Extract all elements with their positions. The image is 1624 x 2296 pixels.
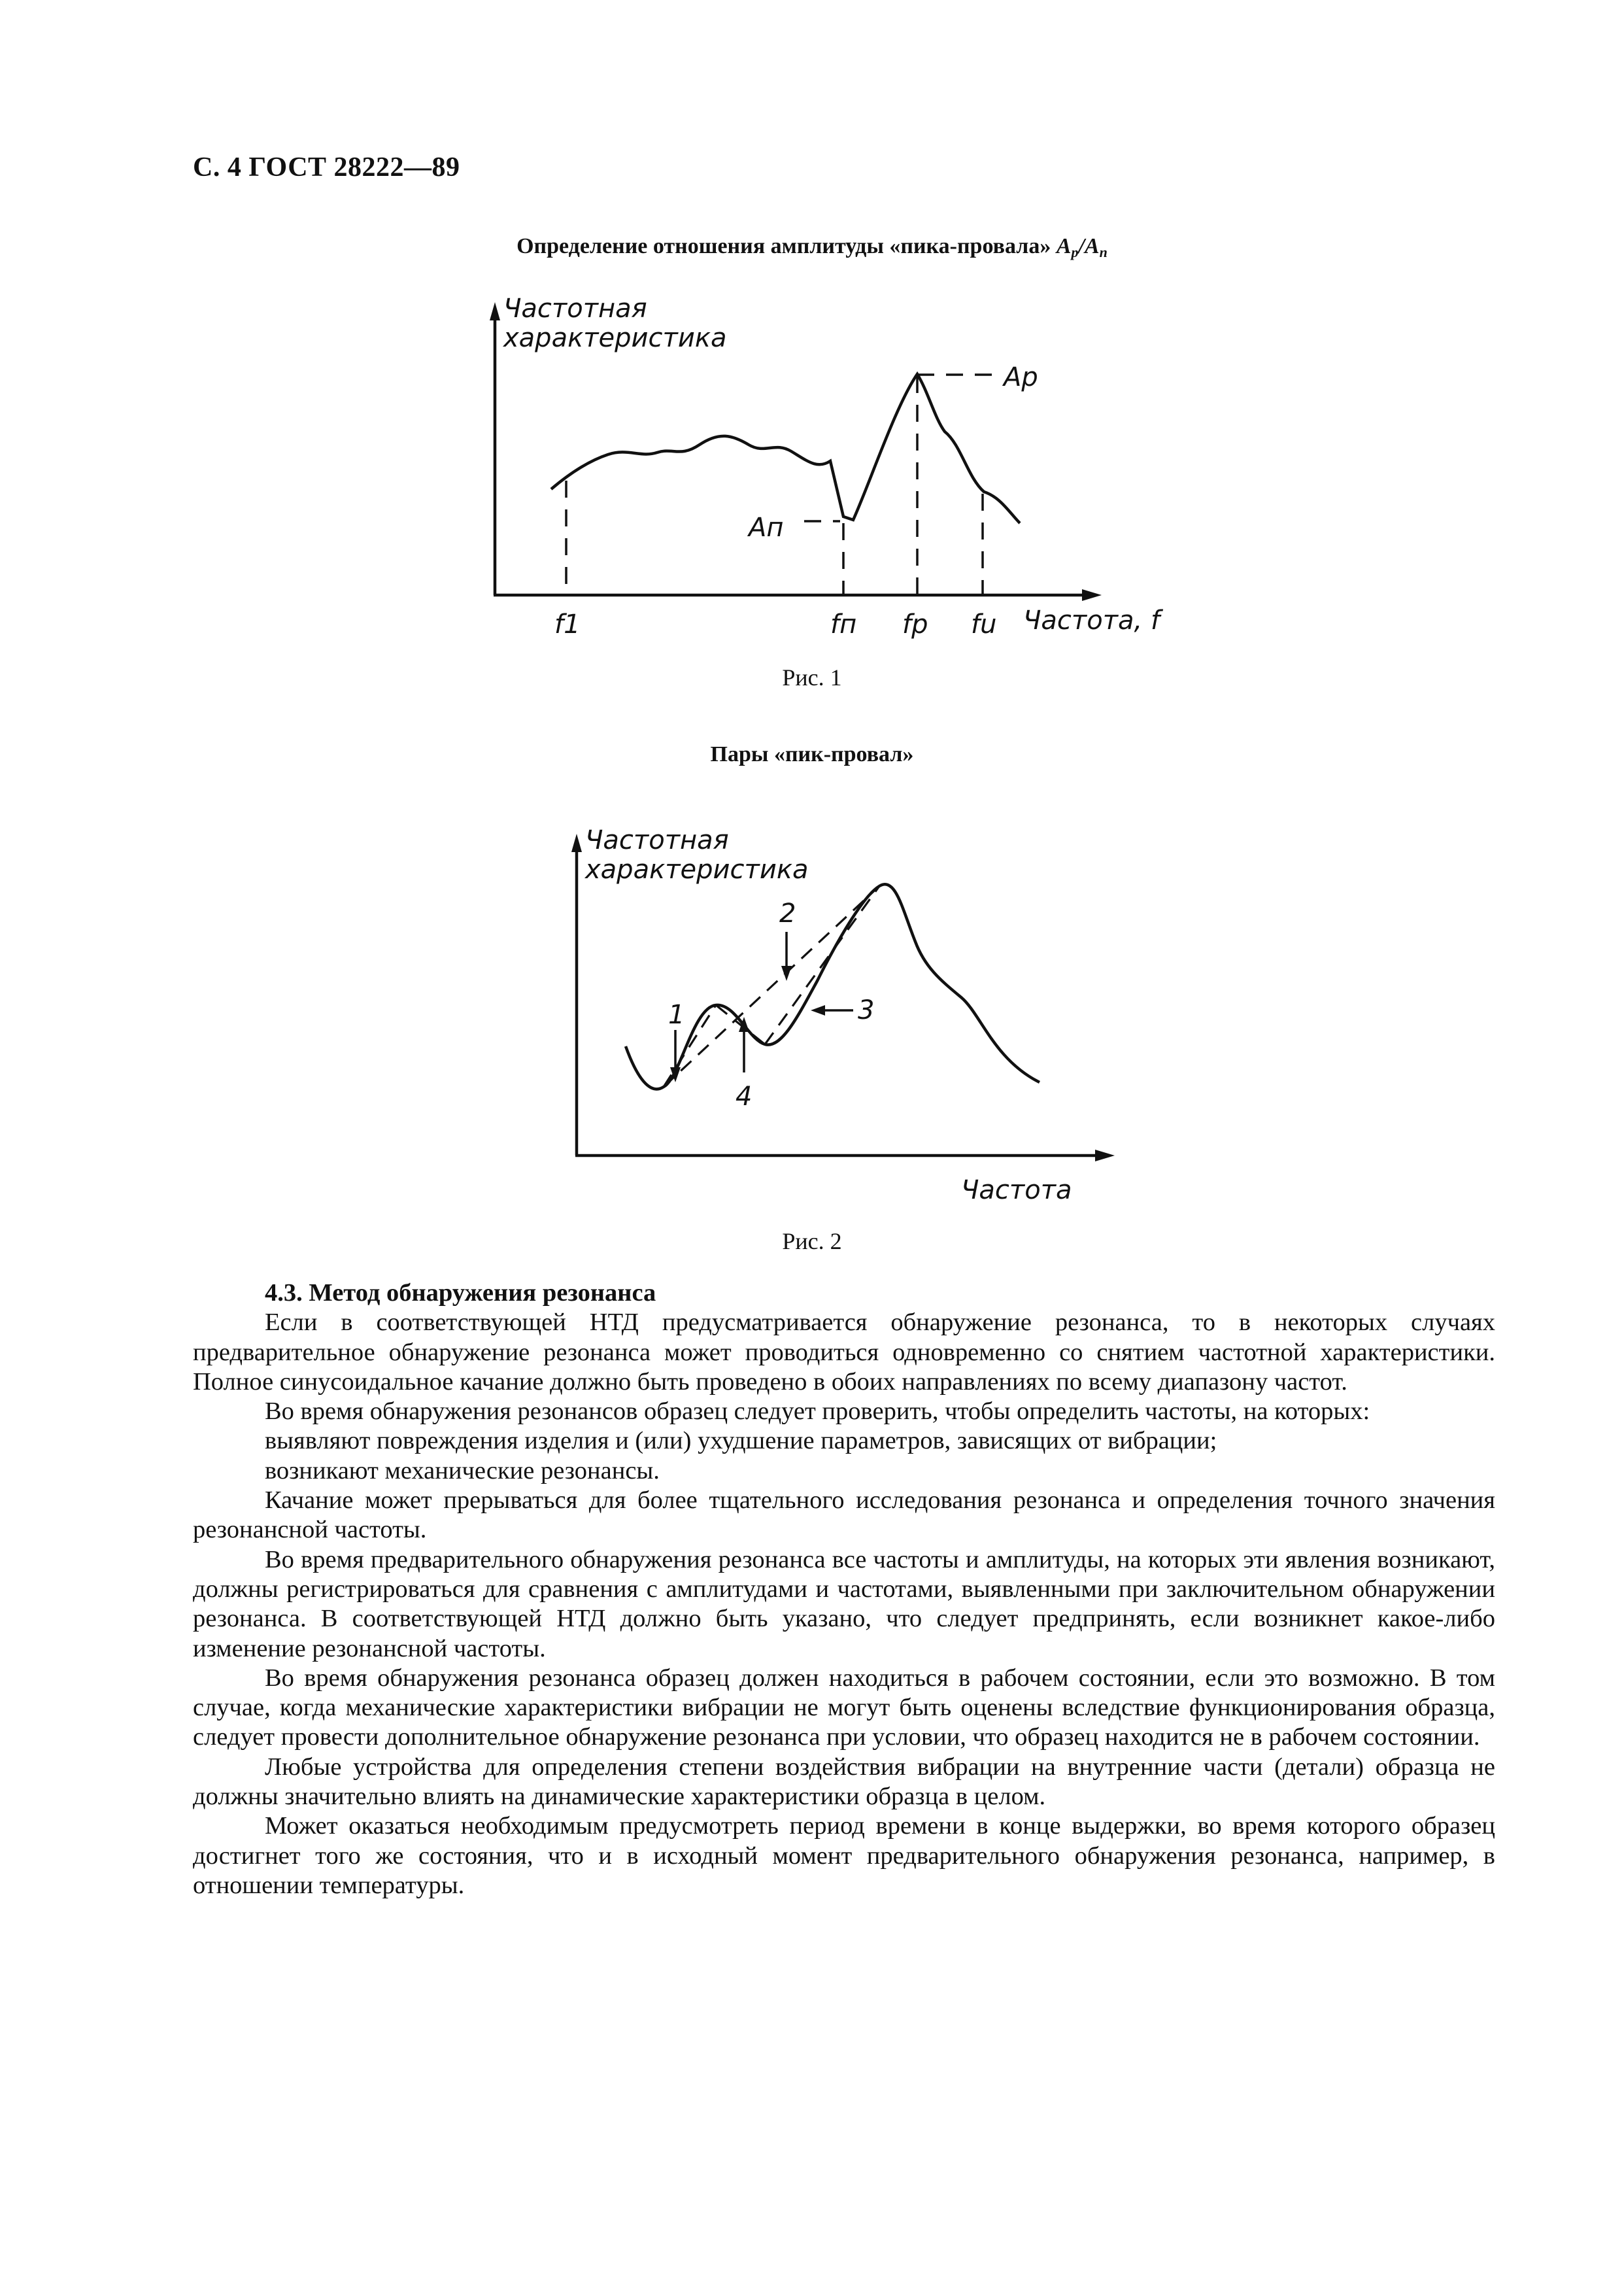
- figure1-x-label: Частота, f: [1023, 606, 1160, 636]
- figure1-label-fu: fu: [971, 609, 997, 640]
- paragraph: Любые устройства для определения степени воздействия вибрации на внутренние части (детали) образца не должны значительно влиять на динамические характеристики образца в целом.: [193, 1753, 1495, 1811]
- figure1-label-ap: Ap: [1004, 362, 1038, 392]
- figure1-label-f1: f1: [554, 609, 581, 640]
- symbol-a: A: [1084, 234, 1100, 258]
- figure1-caption: Рис. 1: [782, 664, 842, 691]
- paragraph: выявляют повреждения изделия и (или) ухудшение параметров, зависящих от вибрации;: [265, 1427, 1217, 1455]
- paragraph: Может оказаться необходимым предусмотреть период времени в конце выдержки, во время которого образец достигнет того же состояния, что и в исходный момент предварительного обнаружения резонанса, например, в отношении температуры.: [193, 1812, 1495, 1899]
- paragraph: Во время обнаружения резонансов образец следует проверить, чтобы определить частоты, на которых:: [265, 1397, 1370, 1426]
- figure1-y-label-line2: характеристика: [503, 323, 727, 353]
- figure2-curve: [626, 884, 1040, 1089]
- figure2-y-label-line1: Частотная: [585, 825, 729, 855]
- figure2-x-label: Частота: [961, 1175, 1072, 1205]
- figure1-label-fp: fp: [902, 609, 928, 640]
- figure1-y-label-line1: Частотная: [503, 294, 647, 324]
- paragraph: возникают механические резонансы.: [265, 1456, 660, 1484]
- sub-n: п: [1099, 244, 1108, 260]
- figure1-label-an: Aп: [749, 513, 784, 543]
- page-header: С. 4 ГОСТ 28222—89: [193, 152, 460, 182]
- figure2-title: Пары «пик-провал»: [710, 742, 914, 766]
- section-heading: 4.3. Метод обнаружения резонанса: [265, 1279, 656, 1307]
- figure2-marker-4: 4: [736, 1082, 753, 1112]
- paragraph: Если в соответствующей НТД предусматривается обнаружение резонанса, то в некоторых случаях предварительное обнаружение резонанса может проводиться одновременно со снятием частотной характеристики. Полное синусоидальное качание должно быть проведено в обоих направлениях по всему диапазону частот.: [193, 1309, 1495, 1396]
- figure1-label-fn: fп: [830, 609, 857, 640]
- figure2-x-arrow: [1095, 1150, 1115, 1161]
- symbol-a: A: [1056, 234, 1072, 258]
- figure2-marker-3: 3: [858, 995, 875, 1025]
- figure2-dash-pair-2: [664, 886, 879, 1087]
- paragraph: Во время предварительного обнаружения резонанса все частоты и амплитуды, на которых эти явления возникают, должны регистрироваться для сравнения с амплитудами и частотами, выявленными при заключительном обнаружении резонанса. В соответствующей НТД должно быть указано, что следует предпринять, если возникнет какое-либо изменение резонансной частоты.: [193, 1545, 1495, 1662]
- figure2-y-arrow: [571, 834, 582, 852]
- figure2-caption: Рис. 2: [782, 1228, 842, 1254]
- figure1-y-arrow: [490, 302, 500, 320]
- sub-p: p: [1071, 244, 1079, 260]
- slash: /: [1078, 234, 1085, 258]
- figure1-curve: [551, 374, 1020, 523]
- figure2-diagram: [0, 719, 1624, 1242]
- figure2-dash-pair-4: [716, 1005, 765, 1044]
- paragraph: Во время обнаружения резонанса образец должен находиться в рабочем состоянии, если это возможно. В том случае, когда механические характеристики вибрации не могут быть оценены вследствие функционирования образца, следует провести дополнительное обнаружение резонанса при условии, что образец находится не в рабочем состоянии.: [193, 1664, 1495, 1751]
- paragraph: Качание может прерываться для более тщательного исследования резонанса и определения точного значения резонансной частоты.: [193, 1486, 1495, 1544]
- figure2-y-label-line2: характеристика: [585, 855, 809, 885]
- figure1-title-text: Определение отношения амплитуды «пика-провала»: [516, 234, 1051, 258]
- figure2-marker-2: 2: [779, 899, 796, 929]
- figure1-diagram: [0, 0, 1624, 719]
- figure2-arrow-2-head: [781, 966, 792, 981]
- figure1-x-arrow: [1082, 589, 1102, 601]
- section-body: [193, 1278, 1495, 1900]
- figure2-marker-1: 1: [668, 1000, 685, 1030]
- figure2-arrow-3-head: [811, 1005, 825, 1016]
